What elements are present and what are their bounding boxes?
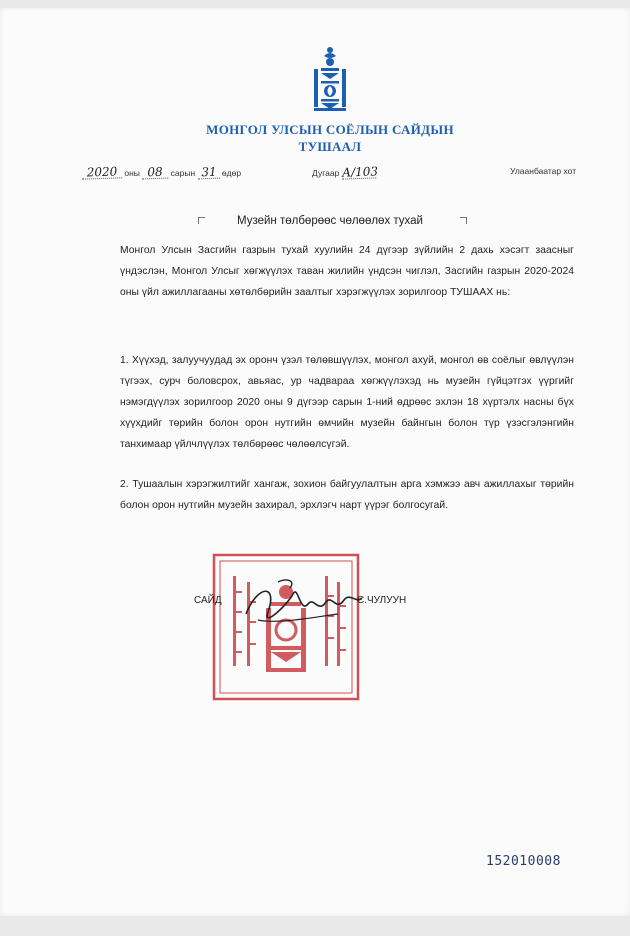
subject-bracket-right [460, 217, 467, 224]
date-year: 2020 [82, 165, 122, 179]
signatory-title: САЙД [194, 595, 222, 606]
soyombo-emblem-icon [310, 46, 350, 114]
order-item-2 [120, 474, 574, 516]
document-page [0, 8, 630, 916]
order-number-field [312, 166, 376, 179]
signatory-name: С.ЧУЛУУН [357, 595, 407, 606]
date-day: 31 [197, 166, 219, 180]
date-month-suffix: сарын [170, 168, 196, 178]
paragraph-text: Монгол Улсын Засгийн газрын тухай хуулийн 24 дүгээр зүйлийн 2 дахь хэсэгт заасныг үндэслэн, Монгол Улсыг хөгжүүлэх таван жилийн үндсэн чиглэл, Засгийн газрын 2020-2024 оны үйл ажиллагааны хөтөлбөрийн заалтыг хэрэгжүүлэх зорилгоор ТУШААХ нь: [120, 245, 574, 298]
order-number-label: Дугаар [312, 168, 340, 178]
serial-number: 152010008 [486, 854, 561, 869]
order-number: А/103 [341, 164, 378, 180]
ministry-title: МОНГОЛ УЛСЫН СОЁЛЫН САЙДЫН [206, 122, 454, 137]
order-item-1 [120, 350, 574, 455]
date-month: 08 [142, 166, 168, 180]
preamble-paragraph [120, 240, 574, 303]
paragraph-text: 2. Тушаалын хэрэгжилтийг хангаж, зохион байгуулалтын арга хэмжээ авч ажиллахыг төрийн болон орон нутгийн музейн захирал, эрхлэгч нарт үүрэг болгосугай. [120, 479, 574, 511]
paragraph-text: 1. Хүүхэд, залуучуудад эх оронч үзэл төлөвшүүлэх, монгол ахуй, монгол өв соёлыг өвлүүлэн түгээх, сурч боловсрох, авьяас, ур чадвараа хөгжүүлэхэд нь музейн гүйцэтгэх үүргийг нэмэгдүүлэх зорилгоор 2020 оны 9 дүгээр сарын 1-ний өдрөөс эхлэн 18 хүртэлх насны бүх хүүхдийг төрийн болон орон нутгийн өмчийн музейн байнгын болон түр үзэсгэлэнгийн танхимаар үйлчлүүлэх төлбөрөөс чөлөөлсүгэй. [120, 355, 574, 450]
date-field [82, 166, 241, 179]
document-type: ТУШААЛ [298, 139, 362, 154]
document-subject: Музейн төлбөрөөс чөлөөлөх тухай [237, 215, 423, 227]
date-year-suffix: оны [124, 168, 140, 178]
date-day-suffix: өдөр [221, 168, 242, 178]
city: Улаанбаатар хот [510, 166, 577, 176]
handwritten-signature [238, 574, 368, 634]
